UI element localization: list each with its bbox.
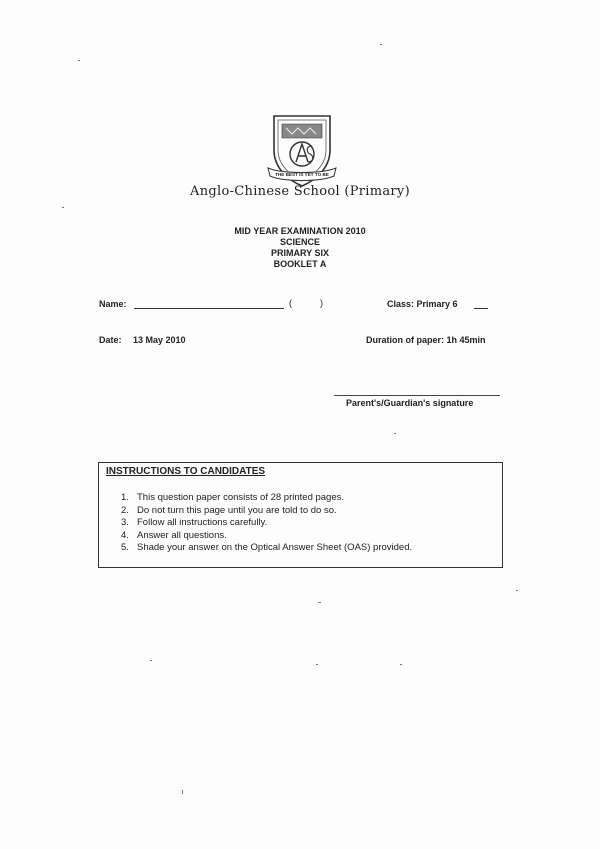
- scan-speck: [318, 602, 321, 603]
- class-label: Class: Primary 6: [387, 299, 458, 309]
- index-bracket-close: ): [320, 298, 323, 308]
- scan-speck: [62, 207, 64, 208]
- instruction-item: 3. Follow all instructions carefully.: [121, 517, 268, 528]
- scan-speck: [400, 664, 402, 665]
- scan-speck: [316, 664, 318, 665]
- instructions-title: INSTRUCTIONS TO CANDIDATES: [106, 466, 266, 477]
- school-crest-icon: [262, 112, 342, 190]
- class-field[interactable]: [474, 308, 488, 309]
- scan-speck: [182, 790, 183, 794]
- exam-booklet: BOOKLET A: [273, 259, 327, 269]
- instruction-item: 4. Answer all questions.: [121, 529, 227, 541]
- name-label: Name:: [99, 299, 127, 309]
- exam-heading: [0, 226, 600, 270]
- instruction-item: 2. Do not turn this page until you are told to do so.: [121, 504, 337, 516]
- scan-speck: [78, 60, 80, 61]
- scan-speck: [150, 660, 152, 661]
- school-name: Anglo-Chinese School (Primary): [190, 184, 410, 199]
- exam-title: MID YEAR EXAMINATION 2010: [234, 226, 366, 236]
- date-label: Date:: [99, 335, 122, 345]
- signature-label: Parent's/Guardian's signature: [346, 398, 474, 408]
- exam-level: PRIMARY SIX: [270, 248, 329, 258]
- exam-subject: SCIENCE: [279, 237, 320, 247]
- index-bracket-open: (: [289, 298, 292, 308]
- date-value: 13 May 2010: [133, 335, 186, 345]
- scan-speck: [380, 44, 382, 45]
- duration-of-paper: Duration of paper: 1h 45min: [366, 335, 486, 345]
- crest-motto: THE BEST IS YET TO BE: [275, 172, 329, 177]
- scan-speck: [516, 590, 518, 591]
- instructions-list: [121, 492, 412, 555]
- signature-field[interactable]: [334, 395, 500, 396]
- name-field[interactable]: [134, 308, 284, 309]
- instruction-item: 5. Shade your answer on the Optical Answer Sheet (OAS) provided.: [121, 542, 413, 553]
- instructions-box: [98, 462, 503, 568]
- instruction-item: 1. This question paper consists of 28 printed pages.: [121, 492, 345, 503]
- scan-speck: [394, 433, 396, 434]
